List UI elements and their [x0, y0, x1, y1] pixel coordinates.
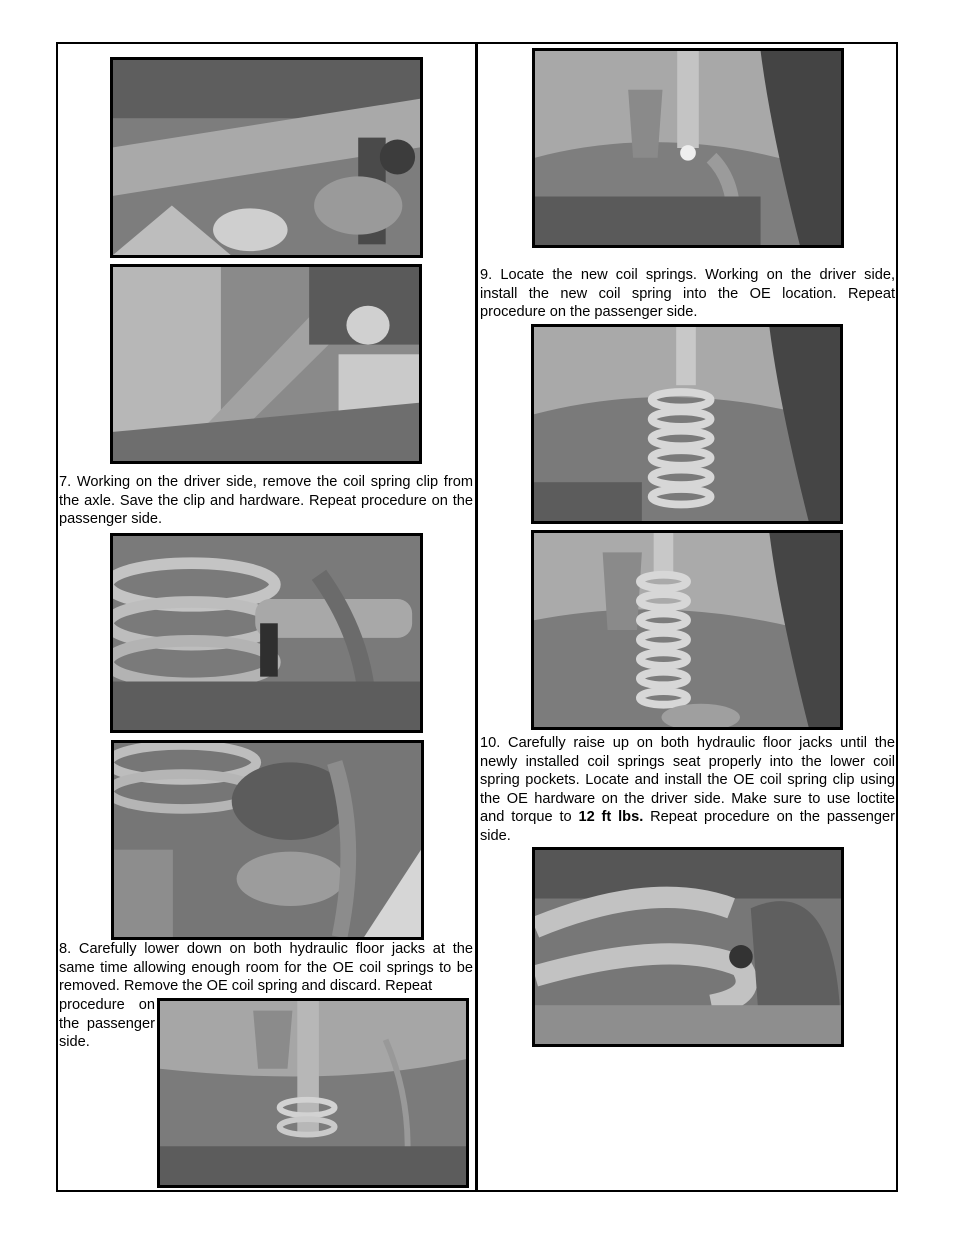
photo-axle-control-arm [110, 264, 422, 464]
photo-impact-wrench-under-axle [110, 57, 423, 258]
step-10-torque-value: 12 ft lbs. [578, 809, 644, 825]
photo-coil-spring-pocket [111, 740, 424, 940]
step-8-text: 8. Carefully lower down on both hydraulic floor jacks at the same time allowing enough room for the OE coil springs to be removed. Remove the OE coil spring and discard. Repeat [59, 941, 473, 994]
photo-oe-spring-removed [157, 998, 469, 1188]
photo-new-coil-seated [531, 530, 843, 730]
photo-coil-spring-clip-removal [110, 533, 423, 733]
photo-new-coil-installed [531, 324, 843, 524]
step-7-text: 7. Working on the driver side, remove the coil spring clip from the axle. Save the clip and hardware. Repeat procedure on the passenger side. [59, 474, 473, 527]
step-8-text-continued: procedure on the passenger side. [59, 997, 155, 1050]
photo-coil-spring-clip-installed [532, 847, 844, 1047]
step-10-text-a: 10. Carefully raise up on both hydraulic floor jacks until the newly installed coil springs seat properly into the lower coil spring pockets. Locate and install the OE coil spring clip using the OE hardware on the driver side. Make sure to use loctite and torque to [480, 735, 895, 825]
step-10-text-b: Repeat procedure on the passenger side. [480, 809, 895, 844]
column-divider [475, 42, 478, 1192]
step-9-text: 9. Locate the new coil springs. Working on the driver side, install the new coil spring into the OE location. Repeat procedure on the passenger side. [480, 267, 895, 320]
photo-shock-mount-empty [532, 48, 844, 248]
step-10-text [480, 734, 895, 845]
